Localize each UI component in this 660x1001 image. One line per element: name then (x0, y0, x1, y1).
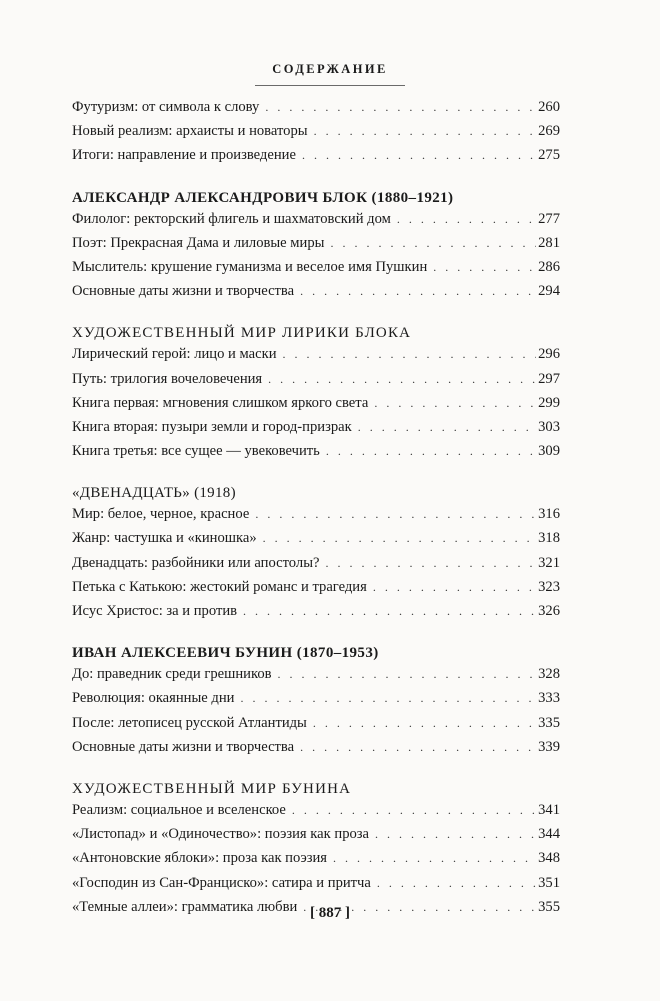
toc-entry-page: 294 (538, 283, 560, 300)
toc-entry-page: 269 (538, 123, 560, 140)
toc-entry-page: 277 (538, 210, 560, 227)
toc-entry-title: Книга первая: мгновения слишком яркого света (72, 394, 369, 411)
toc-entry (72, 715, 560, 739)
toc-entry-title: Мир: белое, черное, красное (72, 506, 250, 523)
toc-entry-title: Путь: трилогия вочеловечения (72, 370, 263, 387)
dot-leader (314, 124, 537, 139)
toc-entry (72, 506, 560, 530)
toc-entry-title: Основные даты жизни и творчества (72, 738, 295, 755)
dot-leader (313, 716, 536, 731)
toc-entry (72, 259, 560, 283)
dot-leader (300, 740, 536, 755)
toc-entry-title: Революция: окаянные дни (72, 690, 235, 707)
toc-entry (72, 555, 560, 579)
toc-entry-title: «Господин из Сан-Франциско»: сатира и притча (72, 874, 371, 891)
toc-entry (72, 443, 560, 467)
toc-entry (72, 147, 560, 171)
dot-leader (333, 851, 536, 866)
toc-entry-page: 303 (538, 418, 560, 435)
toc-entry (72, 419, 560, 443)
toc-entry-page: 355 (538, 898, 560, 915)
toc-entry-title: «Антоновские яблоки»: проза как поэзия (72, 850, 328, 867)
toc-entry-title: Новый реализм: архаисты и новаторы (72, 123, 308, 140)
toc-entry-title: Футуризм: от символа к слову (72, 99, 260, 115)
toc-entry-page: 323 (538, 578, 560, 595)
dot-leader (283, 347, 537, 362)
section-heading: ИВАН АЛЕКСЕЕВИЧ БУНИН (1870–1953) (72, 645, 379, 662)
dot-leader (358, 420, 536, 435)
toc-entry (72, 739, 560, 763)
dot-leader (375, 827, 536, 842)
toc-entry-title: Поэт: Прекрасная Дама и лиловые миры (72, 234, 325, 251)
dot-leader (326, 444, 536, 459)
dot-leader (243, 604, 536, 619)
dot-leader (292, 803, 536, 818)
toc-entry-title: Филолог: ректорский флигель и шахматовский дом (72, 210, 391, 227)
toc-entry-page: 260 (538, 99, 560, 115)
dot-leader (397, 212, 536, 227)
toc-entry-title: После: летописец русской Атлантиды (72, 714, 307, 731)
toc-entry-page: 333 (538, 690, 560, 707)
toc-entry-page: 296 (538, 346, 560, 363)
toc-entry-page: 339 (538, 738, 560, 755)
dot-leader (330, 236, 536, 251)
toc-entry-title: Мыслитель: крушение гуманизма и веселое имя Пушкин (72, 258, 428, 275)
toc-entry-page: 328 (538, 666, 560, 683)
toc-entry-title: «Темные аллеи»: грамматика любви (72, 898, 298, 915)
dot-leader (268, 372, 536, 387)
toc-entry (72, 346, 560, 370)
toc-entry-title: Книга вторая: пузыри земли и город-призрак (72, 418, 352, 435)
table-of-contents (72, 99, 560, 923)
toc-entry-page: 321 (538, 554, 560, 571)
toc-entry (72, 530, 560, 554)
dot-leader (300, 284, 536, 299)
toc-entry-title: Жанр: частушка и «киношка» (72, 530, 257, 547)
toc-entry (72, 371, 560, 395)
dot-leader (433, 260, 536, 275)
dot-leader (278, 667, 537, 682)
running-head-rule (255, 85, 405, 86)
toc-entry-page: 309 (538, 443, 560, 460)
toc-entry (72, 603, 560, 627)
toc-entry-page: 286 (538, 258, 560, 275)
toc-entry-title: Реализм: социальное и вселенское (72, 801, 286, 818)
toc-entry-page: 316 (538, 506, 560, 523)
dot-leader (265, 100, 536, 115)
dot-leader (302, 148, 536, 163)
toc-entry (72, 875, 560, 899)
toc-entry-page: 335 (538, 714, 560, 731)
toc-entry-title: Итоги: направление и произведение (72, 147, 296, 164)
toc-entry-title: Книга третья: все сущее — увековечить (72, 443, 320, 460)
toc-entry-title: Двенадцать: разбойники или апостолы? (72, 554, 320, 571)
toc-entry-page: 297 (538, 370, 560, 387)
page-number: [ 887 ] (310, 905, 350, 921)
toc-entry (72, 666, 560, 690)
running-head: СОДЕРЖАНИЕ (272, 62, 388, 76)
toc-entry-title: «Листопад» и «Одиночество»: поэзия как проза (72, 826, 370, 843)
dot-leader (240, 691, 536, 706)
toc-entry (72, 826, 560, 850)
dot-leader (374, 396, 536, 411)
toc-entry-title: До: праведник среди грешников (72, 666, 272, 683)
toc-entry (72, 99, 560, 123)
toc-entry-title: Исус Христос: за и против (72, 603, 238, 619)
dot-leader (377, 876, 536, 891)
dot-leader (255, 507, 536, 522)
toc-entry (72, 211, 560, 235)
toc-entry (72, 690, 560, 714)
toc-entry (72, 395, 560, 419)
section-heading: АЛЕКСАНДР АЛЕКСАНДРОВИЧ БЛОК (1880–1921) (72, 189, 454, 206)
toc-entry-title: Лирический герой: лицо и маски (72, 346, 277, 363)
section-heading: «ДВЕНАДЦАТЬ» (1918) (72, 485, 236, 502)
toc-entry-page: 299 (538, 394, 560, 411)
section-heading: ХУДОЖЕСТВЕННЫЙ МИР ЛИРИКИ БЛОКА (72, 325, 412, 342)
toc-entry-title: Основные даты жизни и творчества (72, 283, 295, 300)
toc-entry-page: 275 (538, 147, 560, 164)
toc-entry (72, 579, 560, 603)
toc-entry (72, 850, 560, 874)
toc-entry (72, 283, 560, 307)
section-heading: ХУДОЖЕСТВЕННЫЙ МИР БУНИНА (72, 780, 352, 797)
toc-entry (72, 235, 560, 259)
toc-entry-page: 351 (538, 874, 560, 891)
toc-entry-page: 341 (538, 801, 560, 818)
toc-entry-page: 326 (538, 603, 560, 619)
toc-entry-page: 344 (538, 826, 560, 843)
toc-entry-title: Петька с Катькою: жестокий романс и трагедия (72, 578, 367, 595)
dot-leader (325, 556, 536, 571)
toc-entry-page: 281 (538, 234, 560, 251)
dot-leader (373, 580, 536, 595)
toc-entry-page: 318 (538, 530, 560, 547)
toc-entry (72, 123, 560, 147)
toc-entry (72, 802, 560, 826)
dot-leader (263, 531, 536, 546)
toc-entry-page: 348 (538, 850, 560, 867)
